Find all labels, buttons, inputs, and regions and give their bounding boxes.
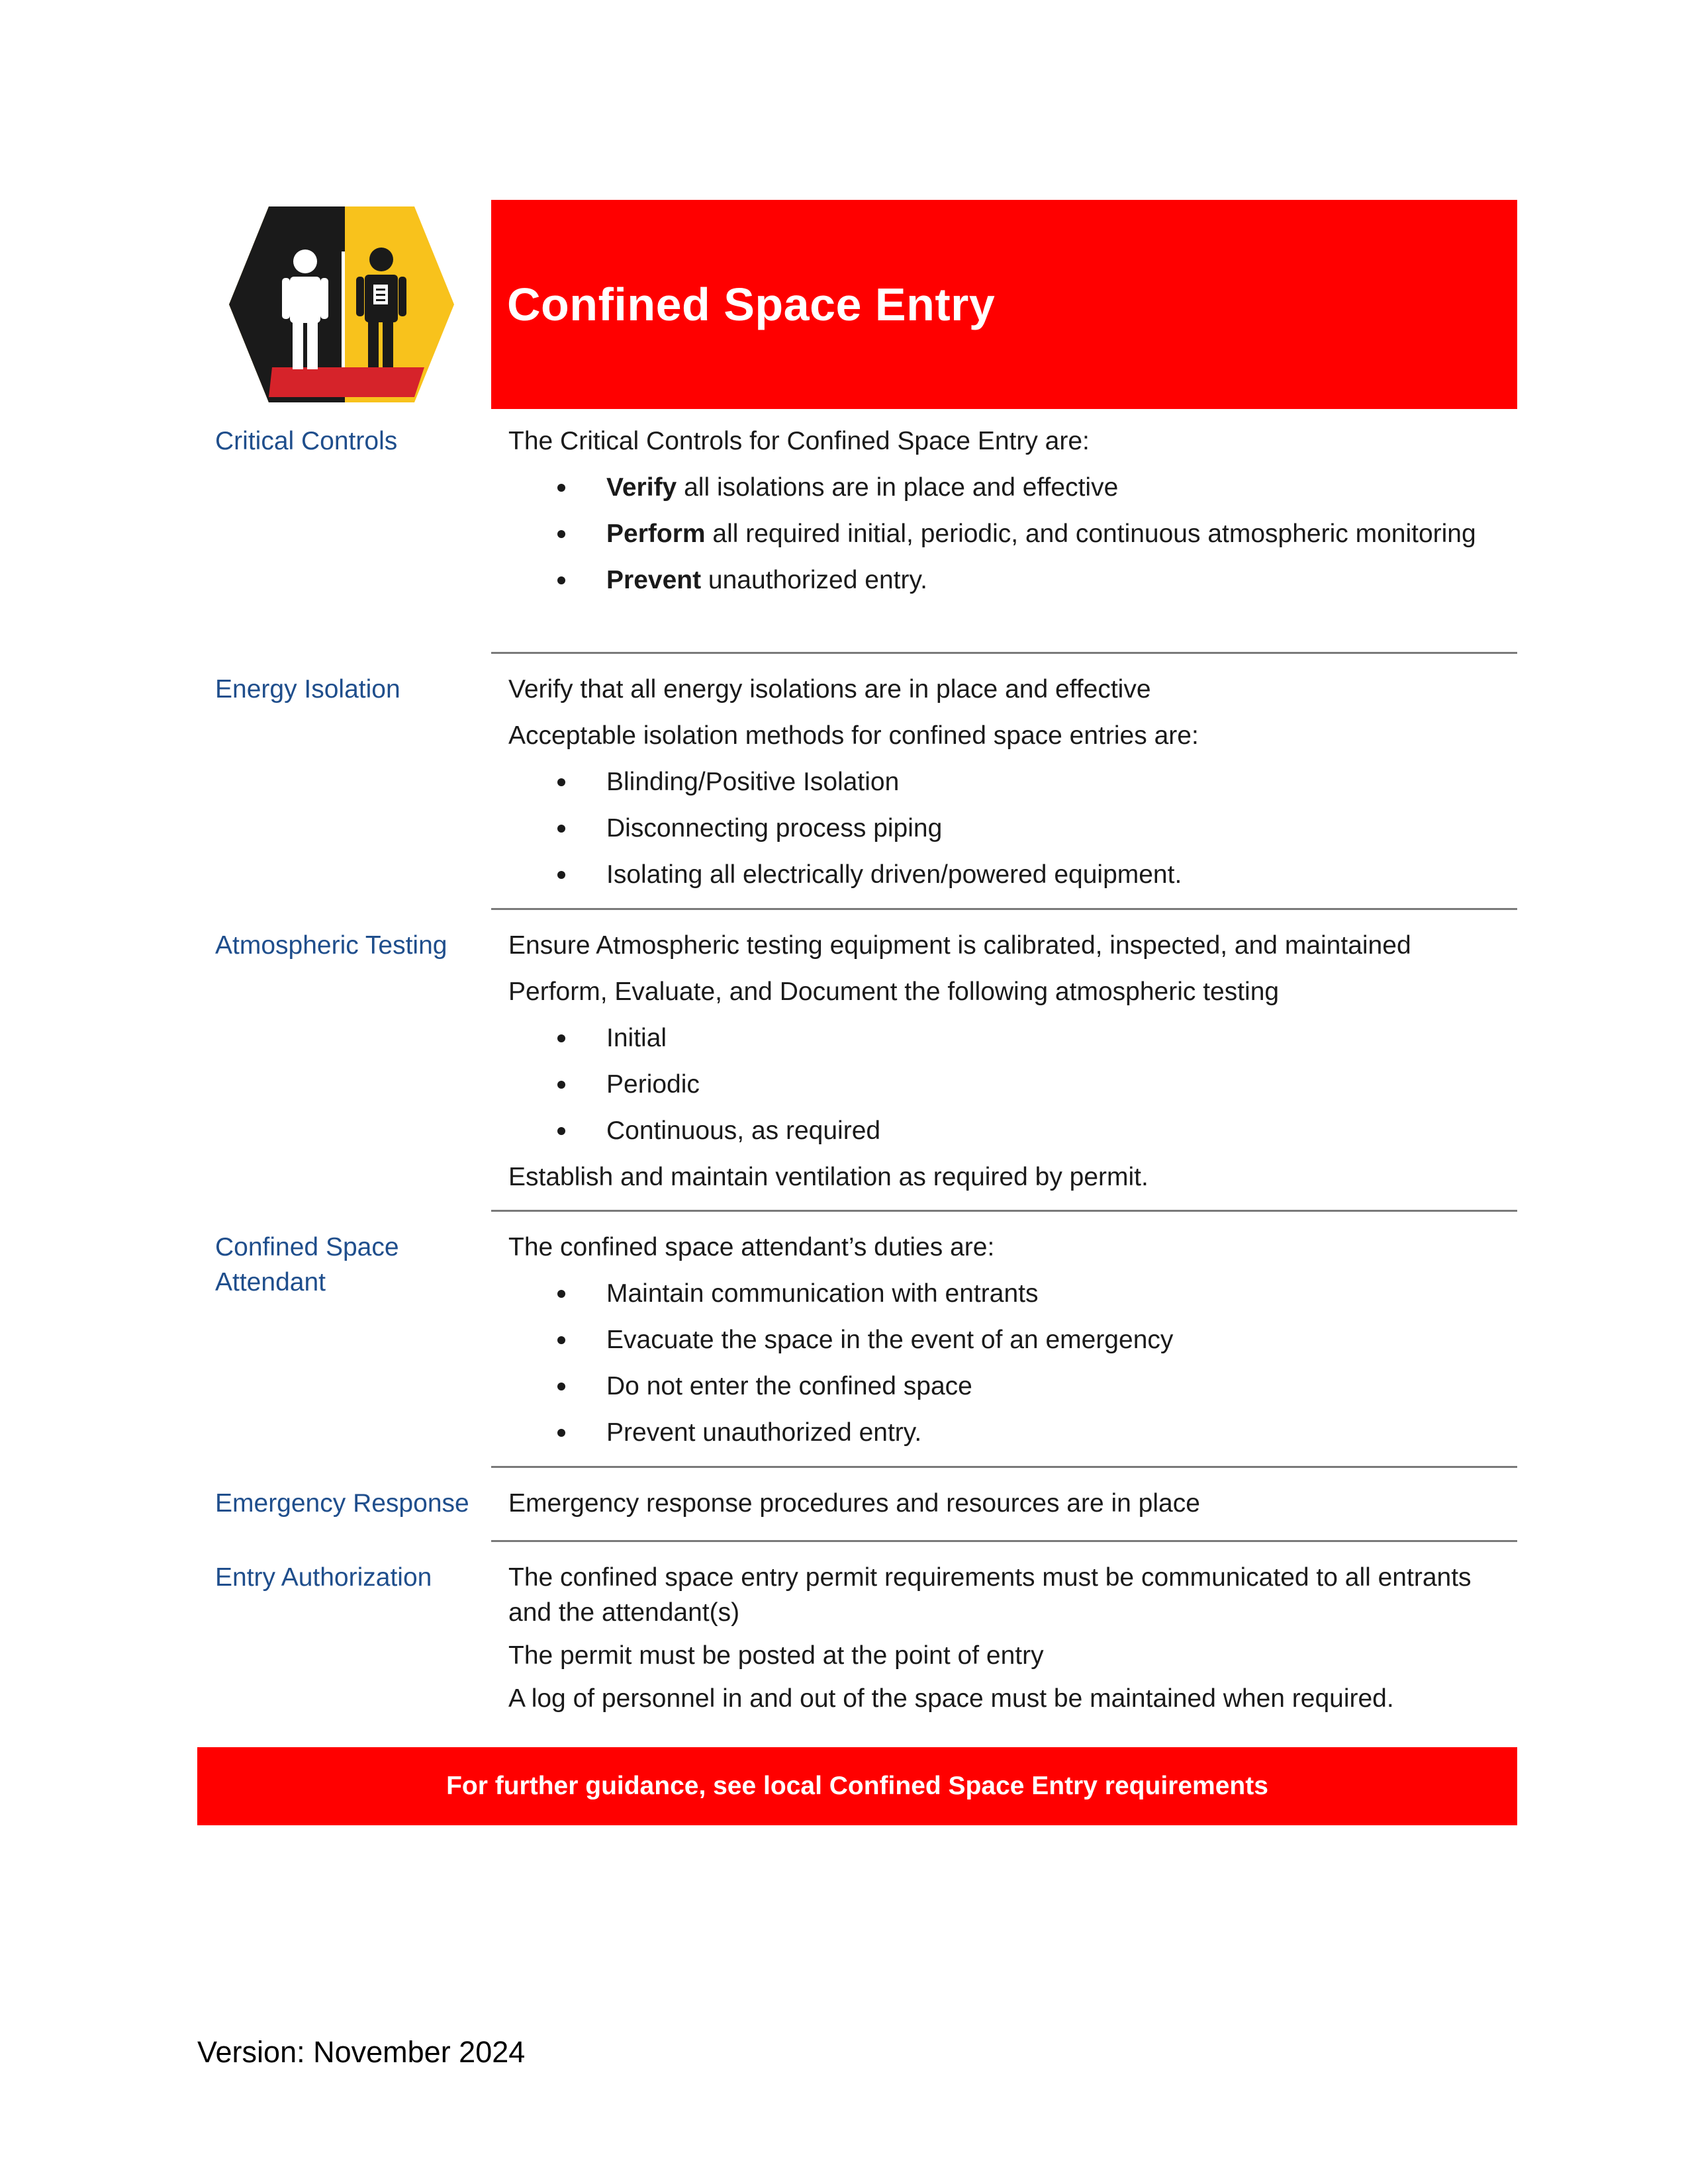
section-divider bbox=[491, 908, 1517, 910]
section-line: Perform, Evaluate, and Document the following atmospheric testing bbox=[508, 978, 1280, 1006]
section-content bbox=[508, 928, 1515, 1206]
section-label: Confined Space Attendant bbox=[215, 1233, 399, 1297]
bullet-icon bbox=[557, 1034, 565, 1042]
bullet-icon bbox=[557, 1127, 565, 1135]
section-line: The confined space entry permit requirements must be communicated to all entrants and the attendant(s) bbox=[508, 1563, 1472, 1627]
section-intro: The Critical Controls for Confined Space Entry are: bbox=[508, 427, 1090, 455]
section-content bbox=[508, 424, 1515, 609]
list-item-text: Initial bbox=[606, 1024, 667, 1052]
list-item bbox=[508, 516, 1515, 551]
section-divider bbox=[491, 1210, 1517, 1212]
confined-space-hexagon-icon bbox=[229, 199, 454, 410]
section-content bbox=[508, 1560, 1515, 1727]
section-label: Emergency Response bbox=[215, 1489, 469, 1518]
bullet-list bbox=[508, 764, 1515, 892]
bullet-list bbox=[508, 1276, 1515, 1450]
list-item bbox=[508, 1021, 1515, 1056]
list-item bbox=[508, 1113, 1515, 1148]
section-line: Establish and maintain ventilation as required by permit. bbox=[508, 1163, 1149, 1191]
section-line: Verify that all energy isolations are in place and effective bbox=[508, 675, 1151, 704]
section-content bbox=[508, 672, 1515, 903]
bullet-icon bbox=[557, 576, 565, 584]
list-item-text: Evacuate the space in the event of an emergency bbox=[606, 1326, 1174, 1354]
page-title: Confined Space Entry bbox=[507, 279, 996, 330]
list-item-text: Blinding/Positive Isolation bbox=[606, 768, 900, 796]
section-content bbox=[508, 1486, 1515, 1532]
bullet-icon bbox=[557, 871, 565, 879]
section-divider bbox=[491, 1540, 1517, 1542]
list-item bbox=[508, 857, 1515, 892]
list-item bbox=[508, 1415, 1515, 1450]
section-label: Energy Isolation bbox=[215, 675, 400, 704]
list-item bbox=[508, 470, 1515, 505]
version-label: Version: November 2024 bbox=[197, 2035, 526, 2069]
section-label: Entry Authorization bbox=[215, 1563, 432, 1592]
list-item-text: Continuous, as required bbox=[606, 1116, 881, 1145]
list-item-text: Disconnecting process piping bbox=[606, 814, 943, 842]
emphasis-text: Perform bbox=[606, 520, 706, 548]
section-intro: The confined space attendant’s duties are: bbox=[508, 1233, 995, 1261]
list-item-text: all required initial, periodic, and continuous atmospheric monitoring bbox=[705, 520, 1476, 548]
bullet-icon bbox=[557, 1336, 565, 1344]
list-item bbox=[508, 1322, 1515, 1357]
section-divider bbox=[491, 1466, 1517, 1468]
emphasis-text: Verify bbox=[606, 473, 677, 502]
list-item bbox=[508, 811, 1515, 846]
section-line: Ensure Atmospheric testing equipment is calibrated, inspected, and maintained bbox=[508, 931, 1411, 960]
section-divider bbox=[491, 652, 1517, 654]
bullet-icon bbox=[557, 778, 565, 786]
bullet-icon bbox=[557, 1081, 565, 1089]
bullet-list bbox=[508, 1021, 1515, 1148]
emphasis-text: Prevent bbox=[606, 566, 702, 594]
bullet-icon bbox=[557, 484, 565, 492]
list-item bbox=[508, 563, 1515, 598]
list-item-text: all isolations are in place and effective bbox=[677, 473, 1119, 502]
bullet-list bbox=[508, 470, 1515, 598]
list-item bbox=[508, 1369, 1515, 1404]
list-item bbox=[508, 1276, 1515, 1311]
section-line: Emergency response procedures and resources are in place bbox=[508, 1489, 1200, 1518]
section-line: A log of personnel in and out of the space must be maintained when required. bbox=[508, 1684, 1394, 1713]
bullet-icon bbox=[557, 1429, 565, 1437]
list-item bbox=[508, 1067, 1515, 1102]
section-line: Acceptable isolation methods for confined space entries are: bbox=[508, 721, 1199, 750]
list-item-text: Periodic bbox=[606, 1070, 700, 1099]
guidance-footer-bar bbox=[197, 1747, 1517, 1825]
list-item bbox=[508, 764, 1515, 799]
section-content bbox=[508, 1230, 1515, 1461]
section-label: Critical Controls bbox=[215, 427, 398, 455]
guidance-text: For further guidance, see local Confined Space Entry requirements bbox=[446, 1772, 1268, 1800]
list-item-text: unauthorized entry. bbox=[701, 566, 927, 594]
list-item-text: Do not enter the confined space bbox=[606, 1372, 972, 1400]
section-label: Atmospheric Testing bbox=[215, 931, 447, 960]
title-banner bbox=[491, 200, 1517, 409]
list-item-text: Maintain communication with entrants bbox=[606, 1279, 1039, 1308]
bullet-icon bbox=[557, 1290, 565, 1298]
bullet-icon bbox=[557, 530, 565, 538]
list-item-text: Prevent unauthorized entry. bbox=[606, 1418, 922, 1447]
list-item-text: Isolating all electrically driven/powered equipment. bbox=[606, 860, 1182, 889]
bullet-icon bbox=[557, 1383, 565, 1390]
section-line: The permit must be posted at the point of entry bbox=[508, 1641, 1044, 1670]
bullet-icon bbox=[557, 825, 565, 833]
